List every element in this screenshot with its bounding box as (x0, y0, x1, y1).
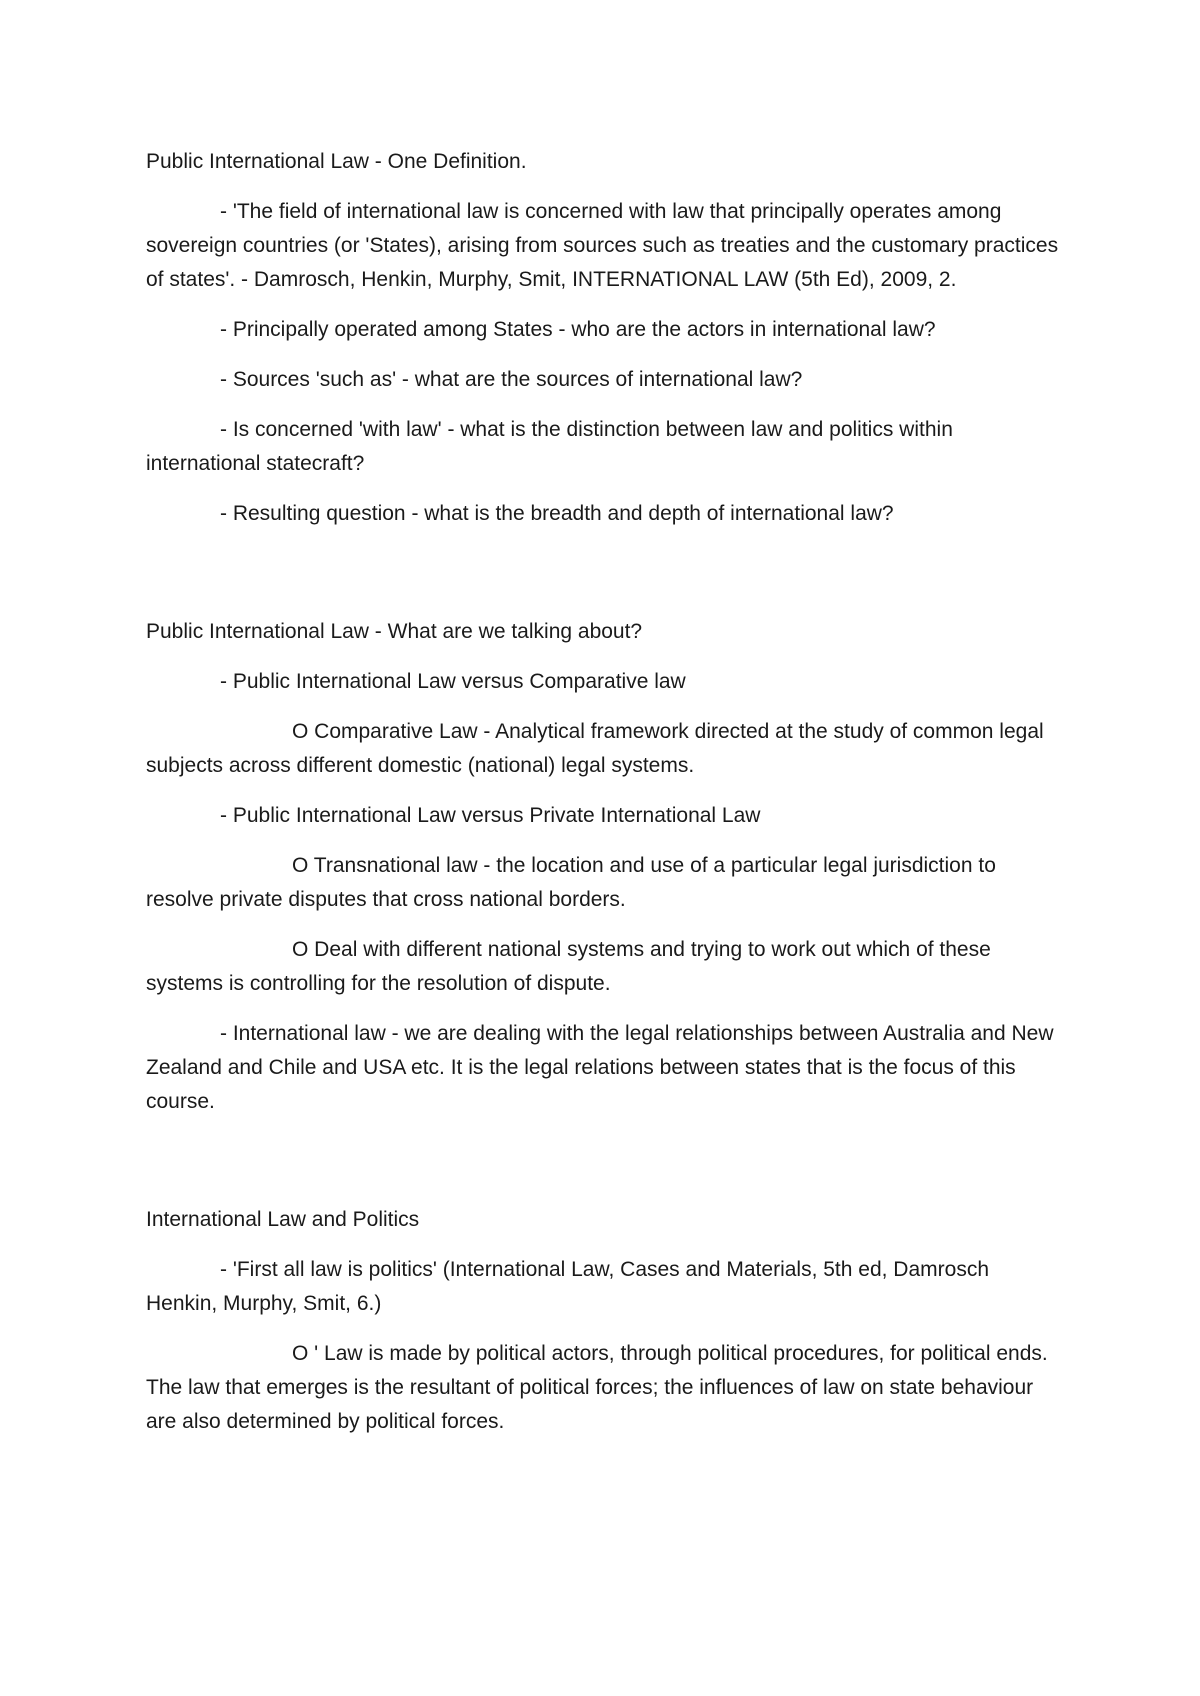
section-law-and-politics (146, 1203, 1066, 1439)
paragraph: - Public International Law versus Comparative law (220, 670, 686, 693)
document-body (146, 145, 1066, 1439)
paragraph: - Principally operated among States - who are the actors in international law? (220, 318, 936, 341)
section-one-definition (146, 145, 1066, 531)
paragraph: - Resulting question - what is the breadth and depth of international law? (220, 502, 894, 525)
sub-paragraph: O ' Law is made by political actors, through political procedures, for political ends. The law that emerges is the resultant of political forces; the influences of law on state behaviour are also determined by political forces. (146, 1342, 1048, 1433)
section-what-are-we-talking-about (146, 615, 1066, 1119)
paragraph: - Public International Law versus Private International Law (220, 804, 761, 827)
paragraph: - 'First all law is politics' (International Law, Cases and Materials, 5th ed, Damrosch Henkin, Murphy, Smit, 6.) (146, 1258, 989, 1315)
paragraph: - International law - we are dealing with the legal relationships between Australia and New Zealand and Chile and USA etc. It is the legal relations between states that is the focus of this course. (146, 1022, 1054, 1113)
paragraph: - 'The field of international law is concerned with law that principally operates among sovereign countries (or 'States), arising from sources such as treaties and the customary practices of states'. - Damrosch, Henkin, Murphy, Smit, INTERNATIONAL LAW (5th Ed), 2009, 2. (146, 200, 1059, 291)
sub-paragraph: O Transnational law - the location and use of a particular legal jurisdiction to resolve private disputes that cross national borders. (146, 854, 996, 911)
paragraph: - Sources 'such as' - what are the sources of international law? (220, 368, 803, 391)
section-heading: Public International Law - What are we talking about? (146, 620, 643, 643)
sub-paragraph: O Comparative Law - Analytical framework directed at the study of common legal subjects across different domestic (national) legal systems. (146, 720, 1044, 777)
sub-paragraph: O Deal with different national systems and trying to work out which of these systems is controlling for the resolution of dispute. (146, 938, 991, 995)
section-heading: Public International Law - One Definition. (146, 150, 527, 173)
section-heading: International Law and Politics (146, 1208, 420, 1231)
paragraph: - Is concerned 'with law' - what is the distinction between law and politics within international statecraft? (146, 418, 953, 475)
